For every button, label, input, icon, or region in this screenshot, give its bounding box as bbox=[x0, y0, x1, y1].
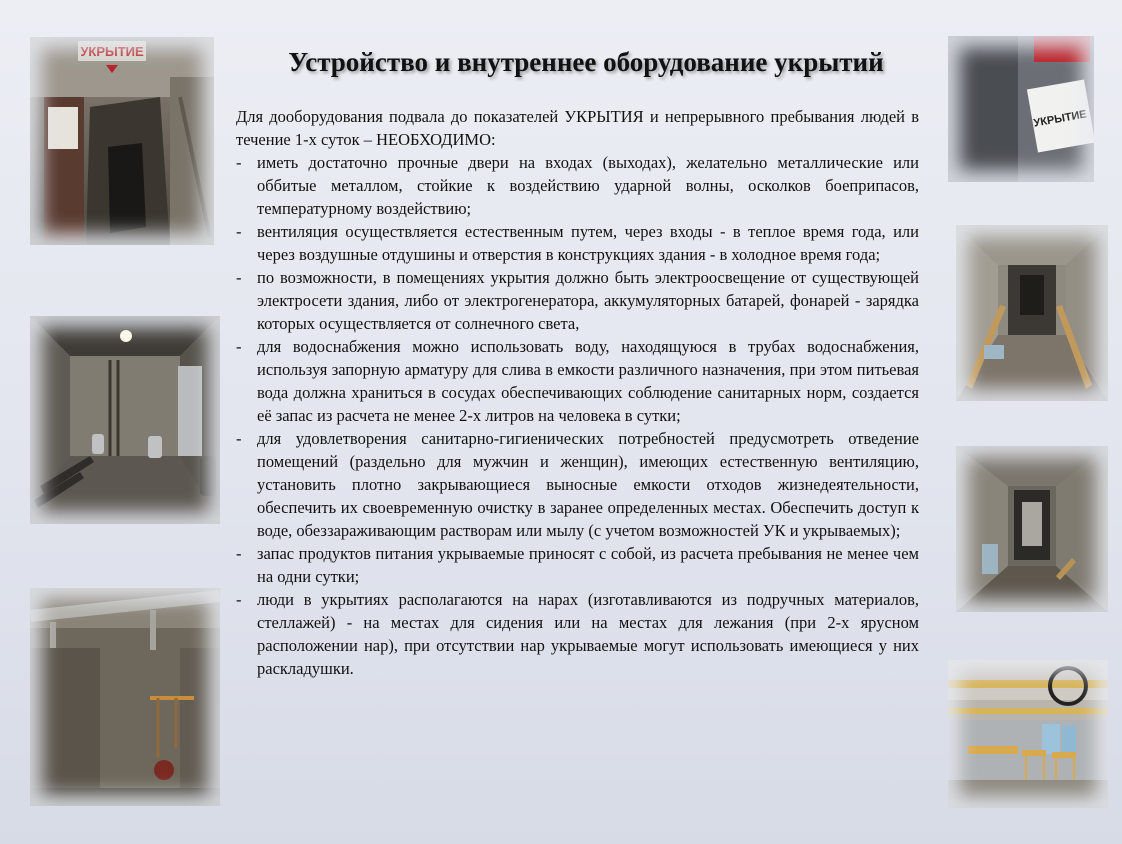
photo-basement-pipes bbox=[30, 588, 220, 806]
basement-pipes-image bbox=[30, 588, 220, 806]
photo-narrow-corridor bbox=[956, 446, 1108, 612]
list-item bbox=[236, 151, 919, 220]
page-title: Устройство и внутреннее оборудование укрытий bbox=[288, 47, 884, 77]
photo-room-chairs bbox=[948, 660, 1108, 808]
list-item bbox=[236, 335, 919, 427]
list-item bbox=[236, 266, 919, 335]
list-item-text: иметь достаточно прочные двери на входах (выходах), желательно металлические или оббитые металлом, стойкие к воздействию ударной волны, осколков боеприпасов, температурному воздействию; bbox=[257, 153, 919, 218]
narrow-corridor-image bbox=[956, 446, 1108, 612]
list-item bbox=[236, 427, 919, 542]
door-sign-text: УКРЫТИЕ bbox=[1032, 108, 1088, 130]
photo-shelter-room-benches bbox=[30, 316, 220, 524]
entrance-sign-text: УКРЫТИЕ bbox=[80, 44, 144, 59]
bullet-marker: - bbox=[236, 337, 242, 356]
list-item-text: запас продуктов питания укрываемые приносят с собой, из расчета пребывания не менее чем на одни сутки; bbox=[257, 544, 919, 586]
content-body bbox=[236, 105, 919, 680]
corridor-benches-image bbox=[956, 225, 1108, 401]
list-item bbox=[236, 588, 919, 680]
photo-shelter-entrance bbox=[30, 37, 214, 245]
shelter-entrance-image bbox=[30, 37, 214, 245]
shelter-room-image bbox=[30, 316, 220, 524]
shelter-door-image bbox=[948, 36, 1094, 182]
requirements-list bbox=[236, 151, 919, 680]
photo-shelter-door-sign bbox=[948, 36, 1094, 182]
list-item-text: люди в укрытиях располагаются на нарах (изготавливаются из подручных материалов, стеллажей) - на местах для сидения или на местах для лежания (при 2-х ярусном расположении нар), при отсутствии нар укрываемые могут использовать имеющиеся у них раскладушки. bbox=[257, 590, 919, 678]
bullet-marker: - bbox=[236, 429, 242, 448]
list-item-text: для водоснабжения можно использовать воду, находящуюся в трубах водоснабжения, используя запорную арматуру для слива в емкости различного назначения, при этом питьевая вода должна храниться в сосудах обеспечивающих соблюдение санитарных норм, создается её запас из расчета не менее 2-х литров на человека в сутки; bbox=[257, 337, 919, 425]
bullet-marker: - bbox=[236, 544, 242, 563]
list-item-text: по возможности, в помещениях укрытия должно быть электроосвещение от существующей электросети здания, либо от электрогенератора, аккумуляторных батарей, фонарей - зарядка которых осуществляется от солнечного света, bbox=[257, 268, 919, 333]
room-chairs-image bbox=[948, 660, 1108, 808]
bullet-marker: - bbox=[236, 222, 242, 241]
list-item-text: вентиляция осуществляется естественным путем, через входы - в теплое время года, или через воздушные отдушины и отверстия в конструкциях здания - в холодное время года; bbox=[257, 222, 919, 264]
list-item-text: для удовлетворения санитарно-гигиенических потребностей предусмотреть отведение помещений (раздельно для мужчин и женщин), имеющих естественную вентиляцию, установить плотно закрывающиеся выносные емкости отходов жизнедеятельности, обеспечить их своевременную очистку в заранее определенных местах. Обеспечить доступ к воде, обеззараживающим растворам или мылу (с учетом возможностей УК и укрываемых); bbox=[257, 429, 919, 540]
bullet-marker: - bbox=[236, 268, 242, 287]
photo-corridor-benches bbox=[956, 225, 1108, 401]
list-item bbox=[236, 542, 919, 588]
intro-paragraph: Для дооборудования подвала до показателей УКРЫТИЯ и непрерывного пребывания людей в течение 1-х суток – НЕОБХОДИМО: bbox=[236, 107, 919, 149]
bullet-marker: - bbox=[236, 153, 242, 172]
list-item bbox=[236, 220, 919, 266]
bullet-marker: - bbox=[236, 590, 242, 609]
